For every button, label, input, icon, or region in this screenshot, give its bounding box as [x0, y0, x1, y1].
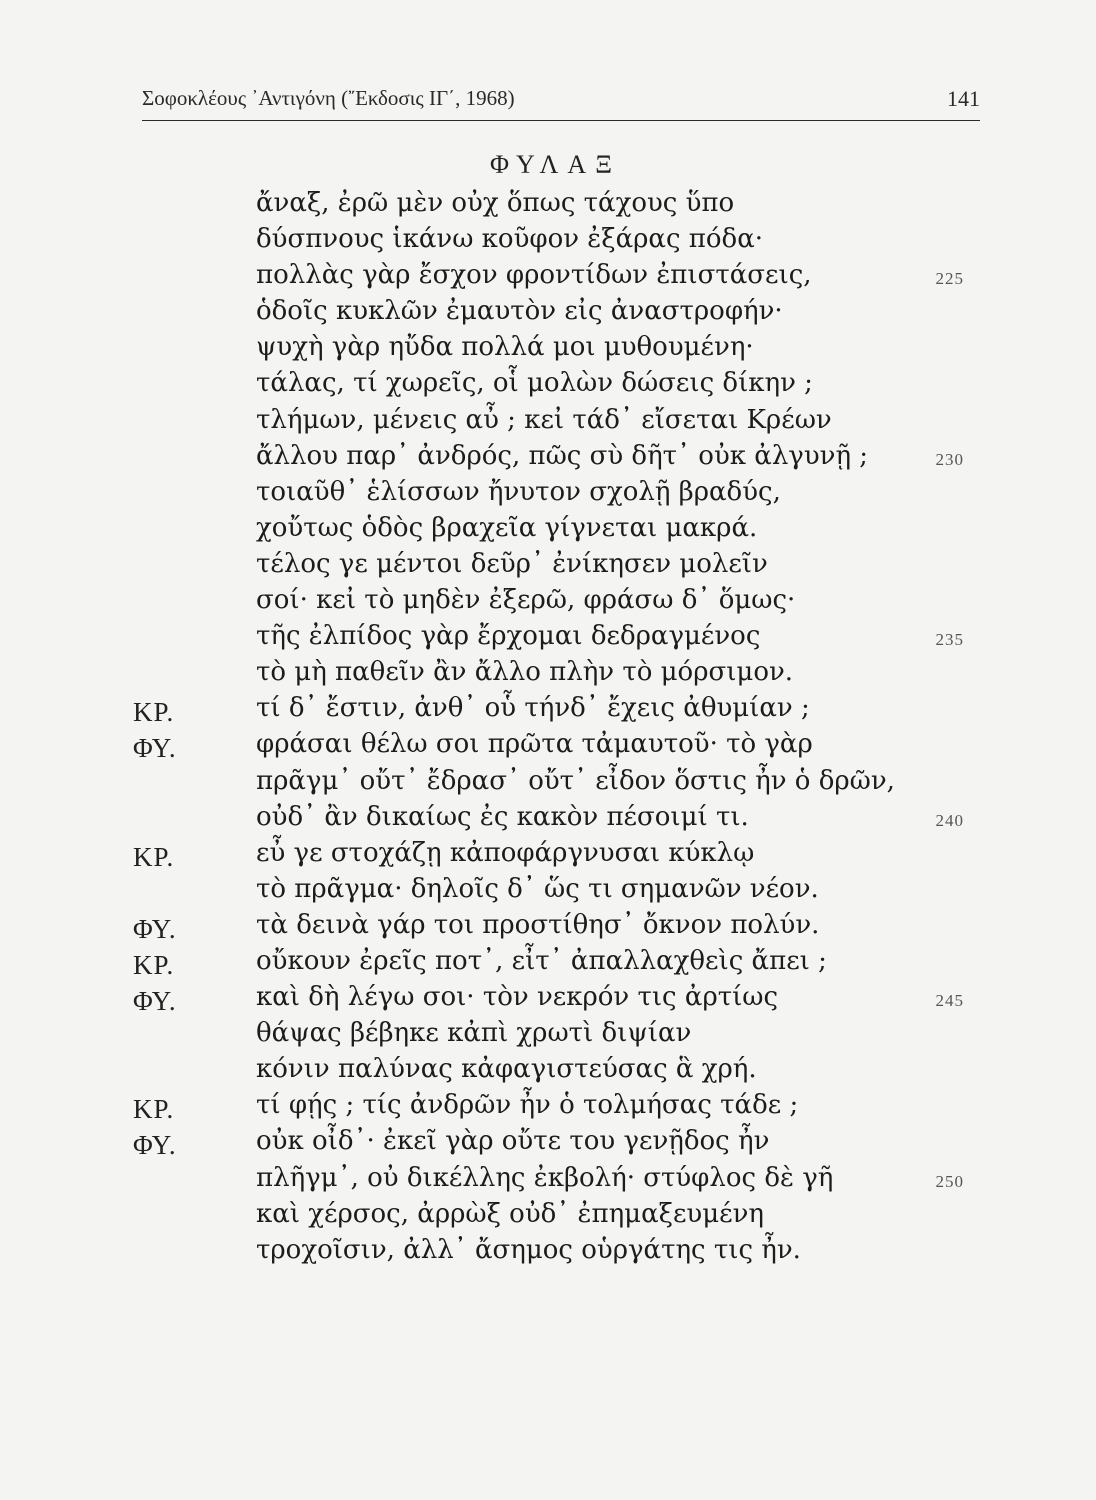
verse-line	[0, 910, 1096, 946]
verse-line	[0, 802, 1096, 838]
verse-line	[0, 657, 1096, 693]
verse-line	[0, 1235, 1096, 1271]
page-number: 141	[947, 86, 980, 111]
verse-text: οὐδ᾿ ἂν δικαίως ἐς κακὸν πέσοιμί τι.	[256, 801, 749, 832]
verse-line	[0, 946, 1096, 982]
verse-text: τὰ δεινὰ γάρ τοι προστίθησ᾿ ὄκνον πολύν.	[256, 909, 820, 940]
speaker-label: ΚΡ.	[133, 841, 175, 872]
verse-line	[0, 1090, 1096, 1126]
verse-text: ὁδοῖς κυκλῶν ἐμαυτὸν εἰς ἀναστροφήν·	[256, 296, 783, 327]
verse-line	[0, 1018, 1096, 1054]
running-title: Σοφοκλέους ᾿Αντιγόνη (῎Εκδοσις ΙΓ΄, 1968)	[142, 86, 515, 110]
verse-line	[0, 260, 1096, 296]
line-number: 225	[935, 269, 964, 289]
speaker-heading: ΦΥΛΑΞ	[490, 150, 621, 179]
verse-text: ἄναξ, ἐρῶ μὲν οὐχ ὅπως τάχους ὕπο	[256, 188, 735, 218]
verse-line	[0, 1163, 1096, 1199]
verse-line	[0, 585, 1096, 621]
verse-text: καὶ χέρσος, ἀρρὼξ οὐδ᾿ ἐπημαξευμένη	[256, 1198, 764, 1229]
verse-text: οὐκ οἶδ᾿· ἐκεῖ γὰρ οὔτε του γενῇδος ἦν	[256, 1126, 770, 1157]
page-header	[142, 80, 980, 121]
verse-text: πολλὰς γὰρ ἔσχον φροντίδων ἐπιστάσεις,	[256, 260, 812, 291]
verse-text: εὖ γε στοχάζῃ κἀποφάργνυσαι κύκλῳ	[256, 837, 755, 868]
line-number: 230	[935, 449, 964, 469]
verse-line	[0, 838, 1096, 874]
verse-text: τί φῄς ; τίς ἀνδρῶν ἦν ὁ τολμήσας τάδε ;	[256, 1090, 799, 1121]
speaker-label: ΦΥ.	[133, 913, 177, 944]
verse-text: οὔκουν ἐρεῖς ποτ᾿, εἶτ᾿ ἀπαλλαχθεὶς ἄπει ;	[256, 945, 827, 976]
speaker-label: ΦΥ.	[133, 986, 177, 1017]
verse-line	[0, 368, 1096, 404]
verse-text: τροχοῖσιν, ἀλλ᾿ ἄσημος οὑργάτης τις ἦν.	[256, 1234, 801, 1265]
verse-text: χοὔτως ὁδὸς βραχεῖα γίγνεται μακρά.	[256, 512, 758, 543]
verse-text: θάψας βέβηκε κἀπὶ χρωτὶ διψίαν	[256, 1018, 692, 1049]
line-number: 250	[935, 1171, 964, 1191]
verse-line	[0, 513, 1096, 549]
verse-line	[0, 1199, 1096, 1235]
verse-line	[0, 441, 1096, 477]
speaker-label: ΦΥ.	[133, 1130, 177, 1161]
verse-line	[0, 332, 1096, 368]
verse-text: πλῆγμ᾿, οὐ δικέλλης ἐκβολή· στύφλος δὲ γῆ	[256, 1162, 834, 1193]
speaker-label: ΚΡ.	[133, 697, 175, 728]
speaker-label: ΦΥ.	[133, 733, 177, 764]
verse-text: φράσαι θέλω σοι πρῶτα τἀμαυτοῦ· τὸ γὰρ	[256, 729, 813, 760]
verse-text: τέλος γε μέντοι δεῦρ᾿ ἐνίκησεν μολεῖν	[256, 548, 768, 579]
verse-text: τάλας, τί χωρεῖς, οἷ μολὼν δώσεις δίκην ;	[256, 368, 813, 399]
line-number: 240	[935, 810, 964, 830]
verse-line	[0, 693, 1096, 729]
verse-line	[0, 1054, 1096, 1090]
verse-line	[0, 405, 1096, 441]
verse-line	[0, 874, 1096, 910]
verse-text: σοί· κεἰ τὸ μηδὲν ἐξερῶ, φράσω δ᾿ ὅμως·	[256, 585, 796, 616]
verse-text: καὶ δὴ λέγω σοι· τὸν νεκρόν τις ἀρτίως	[256, 982, 779, 1013]
verse-line	[0, 188, 1096, 224]
verse-line	[0, 477, 1096, 513]
verse-text: τῆς ἐλπίδος γὰρ ἔρχομαι δεδραγμένος	[256, 621, 761, 652]
speaker-label: ΚΡ.	[133, 949, 175, 980]
verse-line	[0, 224, 1096, 260]
line-number: 245	[935, 991, 964, 1011]
verse-text: δύσπνους ἱκάνω κοῦφον ἐξάρας πόδα·	[256, 224, 764, 255]
verse-text: τὸ μὴ παθεῖν ἂν ἄλλο πλὴν τὸ μόρσιμον.	[256, 657, 794, 688]
speaker-label: ΚΡ.	[133, 1094, 175, 1125]
verse-text: ἄλλου παρ᾿ ἀνδρός, πῶς σὺ δῆτ᾿ οὐκ ἀλγυνῇ ;	[256, 440, 869, 471]
verse-text: τὸ πρᾶγμα· δηλοῖς δ᾿ ὥς τι σημανῶν νέον.	[256, 873, 819, 904]
verse-line	[0, 729, 1096, 765]
verse-text: ψυχὴ γὰρ ηὔδα πολλά μοι μυθουμένη·	[256, 332, 754, 363]
verse-line	[0, 296, 1096, 332]
verse-text: τί δ᾿ ἔστιν, ἀνθ᾿ οὗ τήνδ᾿ ἔχεις ἀθυμίαν ;	[256, 693, 810, 724]
verse-line	[0, 549, 1096, 585]
verse-line	[0, 621, 1096, 657]
verse-text: τλήμων, μένεις αὖ ; κεἰ τάδ᾿ εἴσεται Κρέων	[256, 404, 832, 435]
verse-line	[0, 982, 1096, 1018]
verse-text: κόνιν παλύνας κἀφαγιστεύσας ἃ χρή.	[256, 1054, 757, 1085]
verse-line	[0, 766, 1096, 802]
verse-text: πρᾶγμ᾿ οὔτ᾿ ἔδρασ᾿ οὔτ᾿ εἶδον ὅστις ἦν ὁ δρῶν,	[256, 765, 895, 796]
verse-text: τοιαῦθ᾿ ἑλίσσων ἤνυτον σχολῇ βραδύς,	[256, 476, 781, 507]
verse-text-block	[0, 188, 1096, 1271]
verse-line	[0, 1126, 1096, 1162]
line-number: 235	[935, 630, 964, 650]
